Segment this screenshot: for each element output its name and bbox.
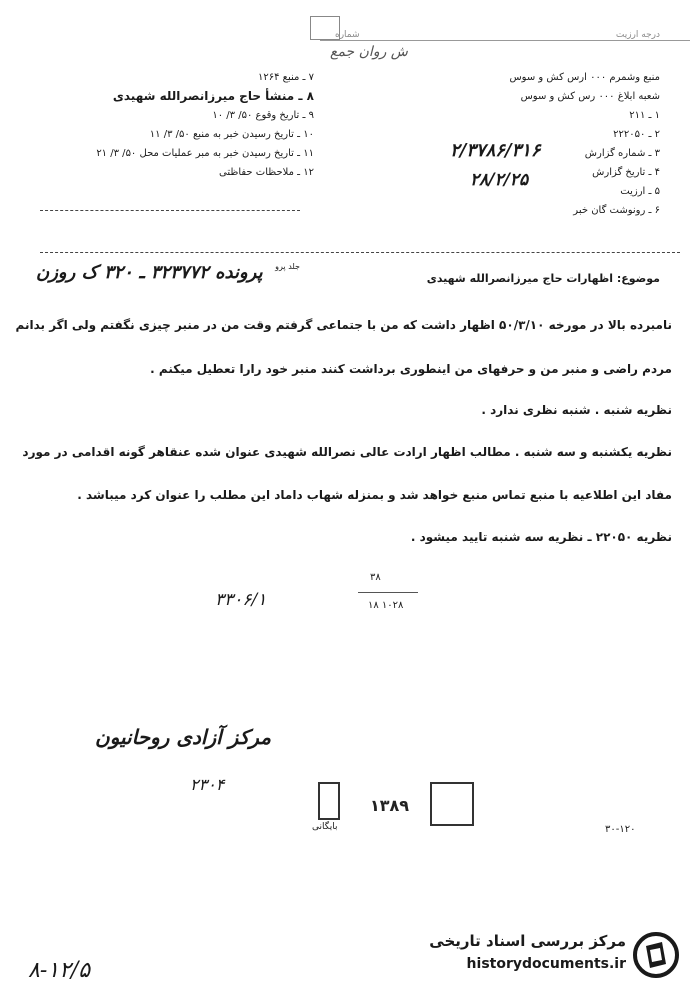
subject-side-note: جلد پرو [275,262,300,271]
right-form-row: ۳ ـ شماره گزارش [584,148,660,159]
handwritten-note: مرکز آزادی روحانیون [95,725,271,749]
stamp-right-box [430,782,474,826]
report-date-handwritten: ۲۸/۲/۲۵ [470,170,529,190]
body-line: نظریه شنبه . شنبه نظری ندارد . [481,403,672,417]
body-line: نظریه ۲۲۰۵۰ ـ نظریه سه شنبه تایید میشود . [410,530,672,544]
subject-label: موضوع: اظهارات حاج میرزانصرالله شهیدی [426,272,660,285]
left-form-row: ۱۱ ـ تاریخ رسیدن خبر به مبر عملیات محل ۵۰/ ۳/ ۲۱ [96,148,314,159]
left-form-row: ۱۲ ـ ملاحظات حفاظتی [219,167,314,178]
right-form-row: شعبه ابلاغ ۰۰۰ رس کش و سوس [520,91,660,102]
dashed-divider-main [40,252,680,253]
left-form [14,68,314,182]
bottom-left-number: ۸-۱۲/۵ [28,958,91,983]
body-line: مردم راضی و منبر من و حرفهای من اینطوری برداشت کنند منبر خود رارا تعطیل میکنم . [150,362,672,376]
handwritten-number: ۲۳۰۴ [190,775,225,794]
number-label: شماره [335,30,360,40]
stamp-left-box [318,782,340,820]
body-line: نظریه یکشنبه و سه شنبه . مطالب اظهار ارادت عالی نصرالله شهیدی عنوان شده عنقاهر گونه اقدامی در مورد [22,445,672,459]
right-form-row: ۲ ـ ۲۲۲۰۵۰ [613,129,660,140]
right-form-row: ۵ ـ ارزیت [620,186,660,197]
form-code: ۳۰-۱۲۰ [605,824,636,835]
header-rule [320,40,690,41]
report-number-handwritten: ۲/۳۷۸۶/۳۱۶ [450,140,541,161]
left-form-row: ۹ ـ تاریخ وقوع ۵۰/ ۳/ ۱۰ [212,110,314,121]
handwritten-top: ش روان جمع [330,44,408,60]
left-form-row: ۸ ـ منشأ حاج میرزانصرالله شهیدی [112,89,314,103]
dashed-divider-left [40,210,300,211]
watermark-url: historydocuments.ir [466,956,626,972]
degree-label: درجه ارزیت [615,30,660,40]
archive-logo-icon [632,932,680,978]
right-form-row: ۴ ـ تاریخ گزارش [592,167,660,178]
signature-rule [358,592,418,593]
body-line: نامبرده بالا در مورخه ۵۰/۳/۱۰ اظهار داشت که من با جتماعی گرفتم وقت من در منبر چیزی نگفتم ولی اگر بدانم [15,318,672,332]
stamp-text: ۱۳۸۹ [370,796,410,815]
margin-number: ۳۳۰۶/۱ [215,590,267,610]
left-form-row: ۷ ـ منبع ۱۲۶۴ [257,72,314,83]
right-form-row: منبع وشمرم ۰۰۰ ارس کش و سوس [509,72,660,83]
right-form-row: ۱ ـ ۲۱۱ [629,110,660,121]
subject-handwritten-ref: پرونده ۳۲۳۷۷۲ ـ ۳۲۰ ک روزن [36,262,263,283]
watermark [414,930,684,980]
stamp-left-label: بایگانی [312,822,338,832]
header-corner-box [310,16,340,40]
right-form-row: ۶ ـ رونوشت گان خبر [573,205,660,216]
watermark-org-name: مرکز بررسی اسناد تاریخی [429,932,626,950]
body-line: مفاد این اطلاعیه با منبع تماس منبع خواهد شد و بمنزله شهاب داماد این مطلب را عنوان کرد میباشد . [77,488,672,502]
left-form-row: ۱۰ ـ تاریخ رسیدن خبر به منبع ۵۰/ ۳/ ۱۱ [149,129,314,140]
signature-small-1: ۳۸ [370,572,381,583]
signature-small-2: ۱۸ ۱۰۲۸ [368,600,404,611]
